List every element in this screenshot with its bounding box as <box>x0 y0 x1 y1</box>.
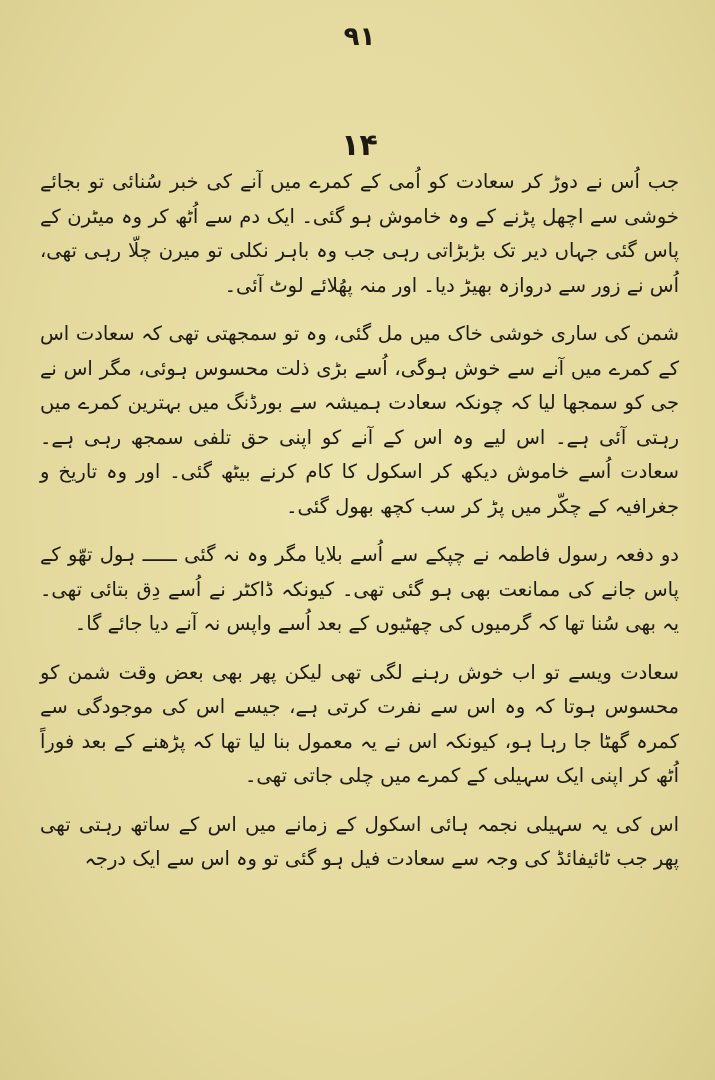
paragraph: جب اُس نے دوڑ کر سعادت کو اُمی کے کمرے میں آنے کی خبر سُنائی تو بجائے خوشی سے اچھل پڑنے کے وہ خاموش ہو گئی۔ ایک دم سے اُٹھ کر وہ میٹرن کے پاس گئی جہاں دیر تک بڑبڑاتی رہی جب وہ باہر نکلی تو میرن چلّا رہی تھی، اُس نے زور سے دروازہ بھیڑ دیا۔ اور منہ پھُلائے لوٹ آئی۔ <box>40 170 679 297</box>
paragraph: دو دفعہ رسول فاطمہ نے چپکے سے اُسے بلایا مگر وہ نہ گئی ــــــ ہول تھّو کے پاس جانے کی ممانعت بھی ہو گئی تھی۔ کیونکہ ڈاکٹر نے اُسے دِق بتائی تھی۔ یہ بھی سُنا تھا کہ گرمیوں کی چھٹیوں کے بعد اُسے واپس نہ آنے دیا جائے گا۔ <box>40 543 679 635</box>
chapter-number: ۱۴ <box>341 128 378 163</box>
paragraph: اس کی یہ سہیلی نجمہ ہائی اسکول کے زمانے میں اس کے ساتھ رہتی تھی پھر جب ٹائیفائڈ کی وجہ سے سعادت فیل ہو گئی تو وہ اس سے ایک درجہ <box>40 812 679 870</box>
page-number: ۹۱ <box>343 22 376 52</box>
paragraph: شمن کی ساری خوشی خاک میں مل گئی، وہ تو سمجھتی تھی کہ سعادت اس کے کمرے میں آنے سے خوش ہوگی، اُسے بڑی ذلت محسوس ہوئی، مگر اس نے جی کو سمجھا لیا کہ چونکہ سعادت ہمیشہ سے بورڈنگ میں بہترین کمرے میں رہتی آئی ہے۔ اس لیے وہ اس کے آنے کو اپنی حق تلفی سمجھ رہی ہے۔ سعادت اُسے خاموش دیکھ کر اسکول کا کام کرنے بیٹھ گئی۔ اور وہ تاریخ و جغرافیہ کے چکّر میں پڑ کر سب کچھ بھول گئی۔ <box>40 322 679 518</box>
page-body <box>40 165 679 877</box>
paragraph: سعادت ویسے تو اب خوش رہنے لگی تھی لیکن پھر بھی بعض وقت شمن کو محسوس ہوتا کہ وہ اس سے نفرت کرتی ہے، جیسے اس کی موجودگی سے کمرہ گھٹا جا رہا ہو، کیونکہ اس نے یہ معمول بنا لیا تھا کہ پڑھنے کے بعد فوراً اُٹھ کر اپنی ایک سہیلی کے کمرے میں چلی جاتی تھی۔ <box>40 660 679 787</box>
bleed-through-text <box>90 70 685 180</box>
